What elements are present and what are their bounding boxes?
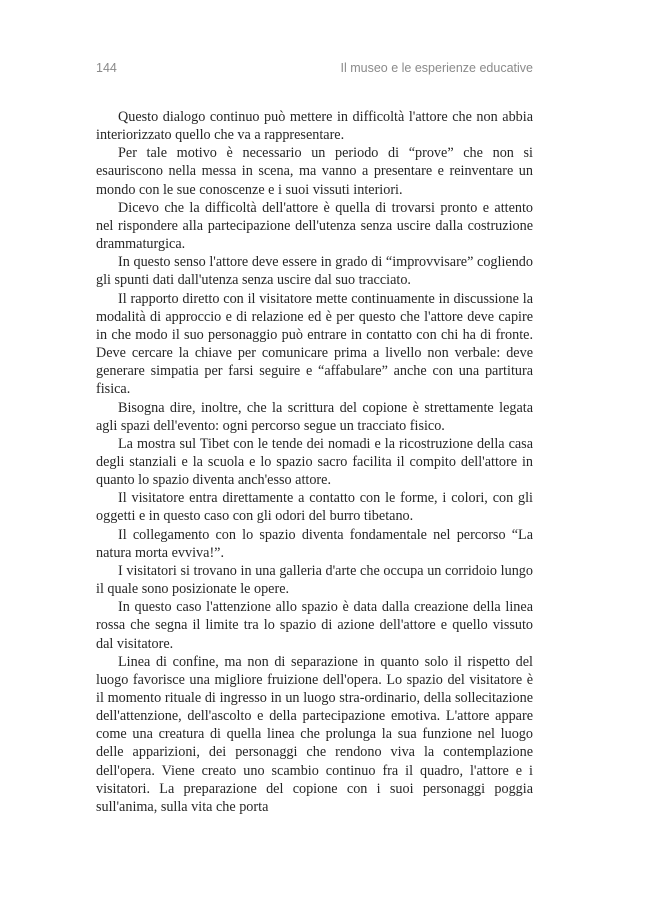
paragraph: Il collegamento con lo spazio diventa fondamentale nel percorso “La natura morta evviva!”.	[96, 526, 533, 561]
paragraph: In questo caso l'attenzione allo spazio è data dalla creazione della linea rossa che segna il limite tra lo spazio di azione dell'attore e quello vissuto dal visitatore.	[96, 599, 533, 652]
paragraph: In questo senso l'attore deve essere in grado di “improvvisare” cogliendo gli spunti dati dall'utenza senza uscire dal suo tracciato.	[96, 254, 533, 289]
paragraph: Dicevo che la difficoltà dell'attore è quella di trovarsi pronto e attento nel rispondere alla partecipazione dell'utenza senza uscire dalla costruzione drammaturgica.	[96, 199, 533, 253]
paragraph: La mostra sul Tibet con le tende dei nomadi e la ricostruzione della casa degli stanziali e la scuola e lo spazio sacro facilita il compito dell'attore in quanto lo spazio diventa anch'esso attore.	[96, 435, 533, 489]
body-text	[96, 108, 533, 816]
paragraph: Il visitatore entra direttamente a contatto con le forme, i colori, con gli oggetti e in questo caso con gli odori del burro tibetano.	[96, 490, 533, 525]
running-head	[96, 61, 533, 77]
paragraph: I visitatori si trovano in una galleria d'arte che occupa un corridoio lungo il quale sono posizionate le opere.	[96, 562, 533, 598]
paragraph: Bisogna dire, inoltre, che la scrittura del copione è strettamente legata agli spazi dell'evento: ogni percorso segue un tracciato fisico.	[96, 399, 533, 434]
page-number: 144	[96, 61, 117, 75]
paragraph: Questo dialogo continuo può mettere in difficoltà l'attore che non abbia interiorizzato quello che va a rappresentare.	[96, 109, 533, 144]
paragraph: Per tale motivo è necessario un periodo di “prove” che non si esauriscono nella messa in scena, ma vanno a presentare e reinventare un mondo con le sue conoscenze e i suoi vissuti interiori.	[96, 145, 533, 198]
section-title: Il museo e le esperienze educative	[340, 61, 533, 75]
paragraph: Il rapporto diretto con il visitatore mette continuamente in discussione la modalità di approccio e di relazione ed è per questo che l'attore deve capire in che modo il suo personaggio può entrare in contatto con chi ha di fronte. Deve cercare la chiave per comunicare prima a livello non verbale: deve generare simpatia per farsi seguire e “affabulare” anche con una partitura fisica.	[96, 290, 533, 398]
paragraph: Linea di confine, ma non di separazione in quanto solo il rispetto del luogo favorisce una migliore fruizione dell'opera. Lo spazio del visitatore è il momento rituale di ingresso in un luogo stra-ordinario, della sollecitazione dell'attenzione, dell'ascolto e della partecipazione emotiva. L'attore appare come una creatura di quella linea che prolunga la sua funzione nel luogo delle apparizioni, dei personaggi che rendono viva la contemplazione dell'opera. Viene creato uno scambio continuo fra il quadro, l'attore e i visitatori. La preparazione del copione con i suoi personaggi poggia sull'anima, sulla vita che porta	[96, 653, 533, 815]
